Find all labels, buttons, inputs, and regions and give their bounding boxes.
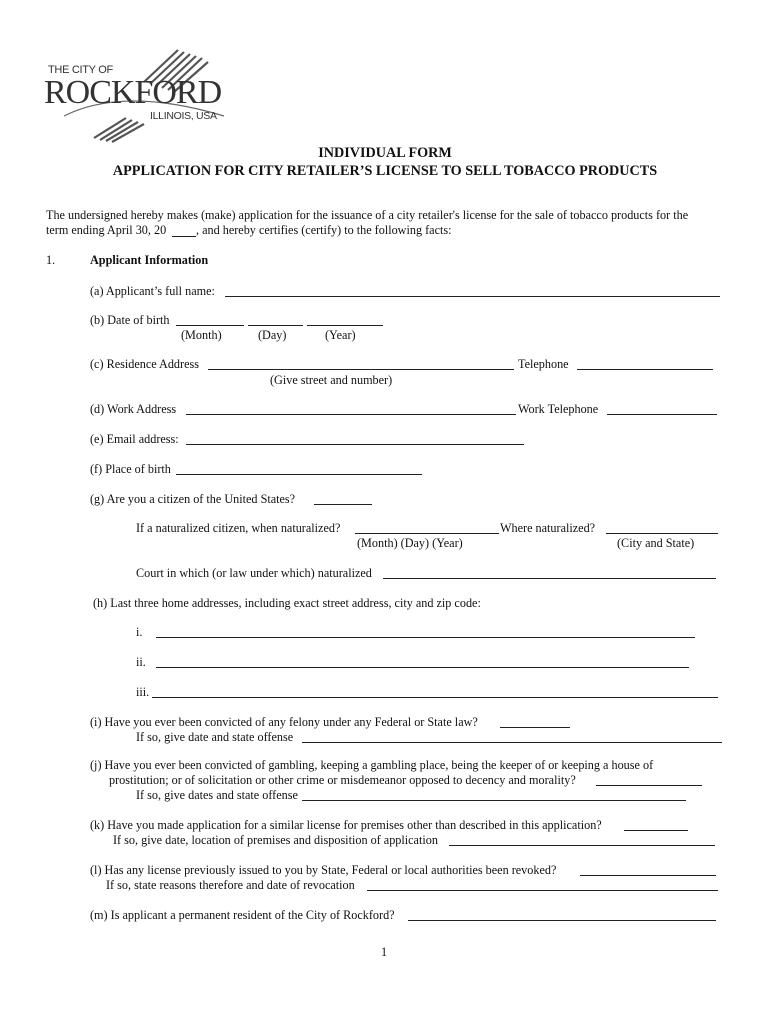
page-number: 1 — [381, 945, 388, 959]
work-telephone-field[interactable] — [607, 414, 717, 415]
similar-license-detail-label: If so, give date, location of premises and disposition of application — [113, 833, 438, 847]
dob-month-field[interactable] — [176, 325, 244, 326]
home-addresses-label: (h) Last three home addresses, including exact street address, city and zip code: — [93, 596, 481, 610]
intro-line2-a: term ending April 30, 20 — [46, 223, 167, 237]
email-label: (e) Email address: — [90, 432, 179, 446]
naturalized-where-field[interactable] — [606, 533, 718, 534]
similar-license-detail-field[interactable] — [449, 845, 715, 846]
address-ii-label: ii. — [136, 655, 146, 669]
dob-day-field[interactable] — [248, 325, 303, 326]
gambling-detail-label: If so, give dates and state offense — [136, 788, 298, 802]
logo-line2: ROCKFORD — [44, 74, 222, 111]
felony-answer-field[interactable] — [500, 727, 570, 728]
logo-line3: ILLINOIS, USA — [150, 110, 217, 122]
dob-day-hint: (Day) — [258, 328, 287, 342]
revoked-license-answer-field[interactable] — [580, 875, 716, 876]
section-number: 1. — [46, 253, 56, 267]
telephone-field[interactable] — [577, 369, 713, 370]
dob-month-hint: (Month) — [181, 328, 222, 342]
date-of-birth-label: (b) Date of birth — [90, 313, 170, 327]
gambling-question-line1: (j) Have you ever been convicted of gambling, keeping a gambling place, being the keeper of or keeping a house of — [90, 758, 654, 772]
similar-license-answer-field[interactable] — [624, 830, 688, 831]
revoked-license-question: (l) Has any license previously issued to you by State, Federal or local authorities been revoked? — [90, 863, 557, 877]
form-subtitle: APPLICATION FOR CITY RETAILER’S LICENSE TO SELL TOBACCO PRODUCTS — [112, 163, 658, 179]
residence-address-label: (c) Residence Address — [90, 357, 199, 371]
naturalized-place-hint: (City and State) — [617, 536, 695, 550]
form-title: INDIVIDUAL FORM — [318, 145, 452, 161]
citizen-question: (g) Are you a citizen of the United States? — [90, 492, 296, 506]
gambling-detail-field[interactable] — [302, 800, 686, 801]
revoked-license-detail-label: If so, state reasons therefore and date of revocation — [106, 878, 355, 892]
gambling-question-line2: prostitution; or of solicitation or other crime or misdemeanor opposed to decency and morality? — [109, 773, 576, 787]
gambling-answer-field[interactable] — [596, 785, 702, 786]
place-of-birth-field[interactable] — [176, 474, 422, 475]
address-iii-field[interactable] — [152, 697, 718, 698]
city-of-rockford-logo — [44, 46, 244, 146]
work-address-field[interactable] — [186, 414, 516, 415]
applicant-name-field[interactable] — [225, 296, 720, 297]
permanent-resident-answer-field[interactable] — [408, 920, 716, 921]
similar-license-question: (k) Have you made application for a similar license for premises other than described in this application? — [90, 818, 602, 832]
address-ii-field[interactable] — [156, 667, 689, 668]
work-telephone-label: Work Telephone — [518, 402, 599, 416]
applicant-name-label: (a) Applicant’s full name: — [90, 284, 215, 298]
naturalized-when-field[interactable] — [355, 533, 499, 534]
place-of-birth-label: (f) Place of birth — [90, 462, 171, 476]
address-i-field[interactable] — [156, 637, 695, 638]
logo-line1: THE CITY OF — [48, 64, 113, 76]
felony-detail-field[interactable] — [302, 742, 722, 743]
dob-year-field[interactable] — [307, 325, 383, 326]
naturalized-court-field[interactable] — [383, 578, 716, 579]
naturalized-date-hint: (Month) (Day) (Year) — [357, 536, 463, 550]
revoked-license-detail-field[interactable] — [367, 890, 718, 891]
intro-line1: The undersigned hereby makes (make) application for the issuance of a city retailer's license for the sale of tobacco products for the — [46, 208, 689, 222]
address-iii-label: iii. — [136, 685, 150, 699]
address-i-label: i. — [136, 625, 143, 639]
felony-question: (i) Have you ever been convicted of any felony under any Federal or State law? — [90, 715, 478, 729]
section-heading: Applicant Information — [90, 253, 209, 267]
residence-address-hint: (Give street and number) — [270, 373, 393, 387]
citizen-answer-field[interactable] — [314, 504, 372, 505]
naturalized-court-label: Court in which (or law under which) naturalized — [136, 566, 372, 580]
intro-line2-b: , and hereby certifies (certify) to the following facts: — [196, 223, 452, 237]
naturalized-where-label: Where naturalized? — [500, 521, 596, 535]
permanent-resident-question: (m) Is applicant a permanent resident of the City of Rockford? — [90, 908, 395, 922]
work-address-label: (d) Work Address — [90, 402, 177, 416]
term-year-field[interactable] — [172, 236, 196, 237]
dob-year-hint: (Year) — [325, 328, 356, 342]
felony-detail-label: If so, give date and state offense — [136, 730, 294, 744]
telephone-label: Telephone — [518, 357, 569, 371]
email-field[interactable] — [186, 444, 524, 445]
naturalized-when-label: If a naturalized citizen, when naturalized? — [136, 521, 341, 535]
residence-address-field[interactable] — [208, 369, 514, 370]
